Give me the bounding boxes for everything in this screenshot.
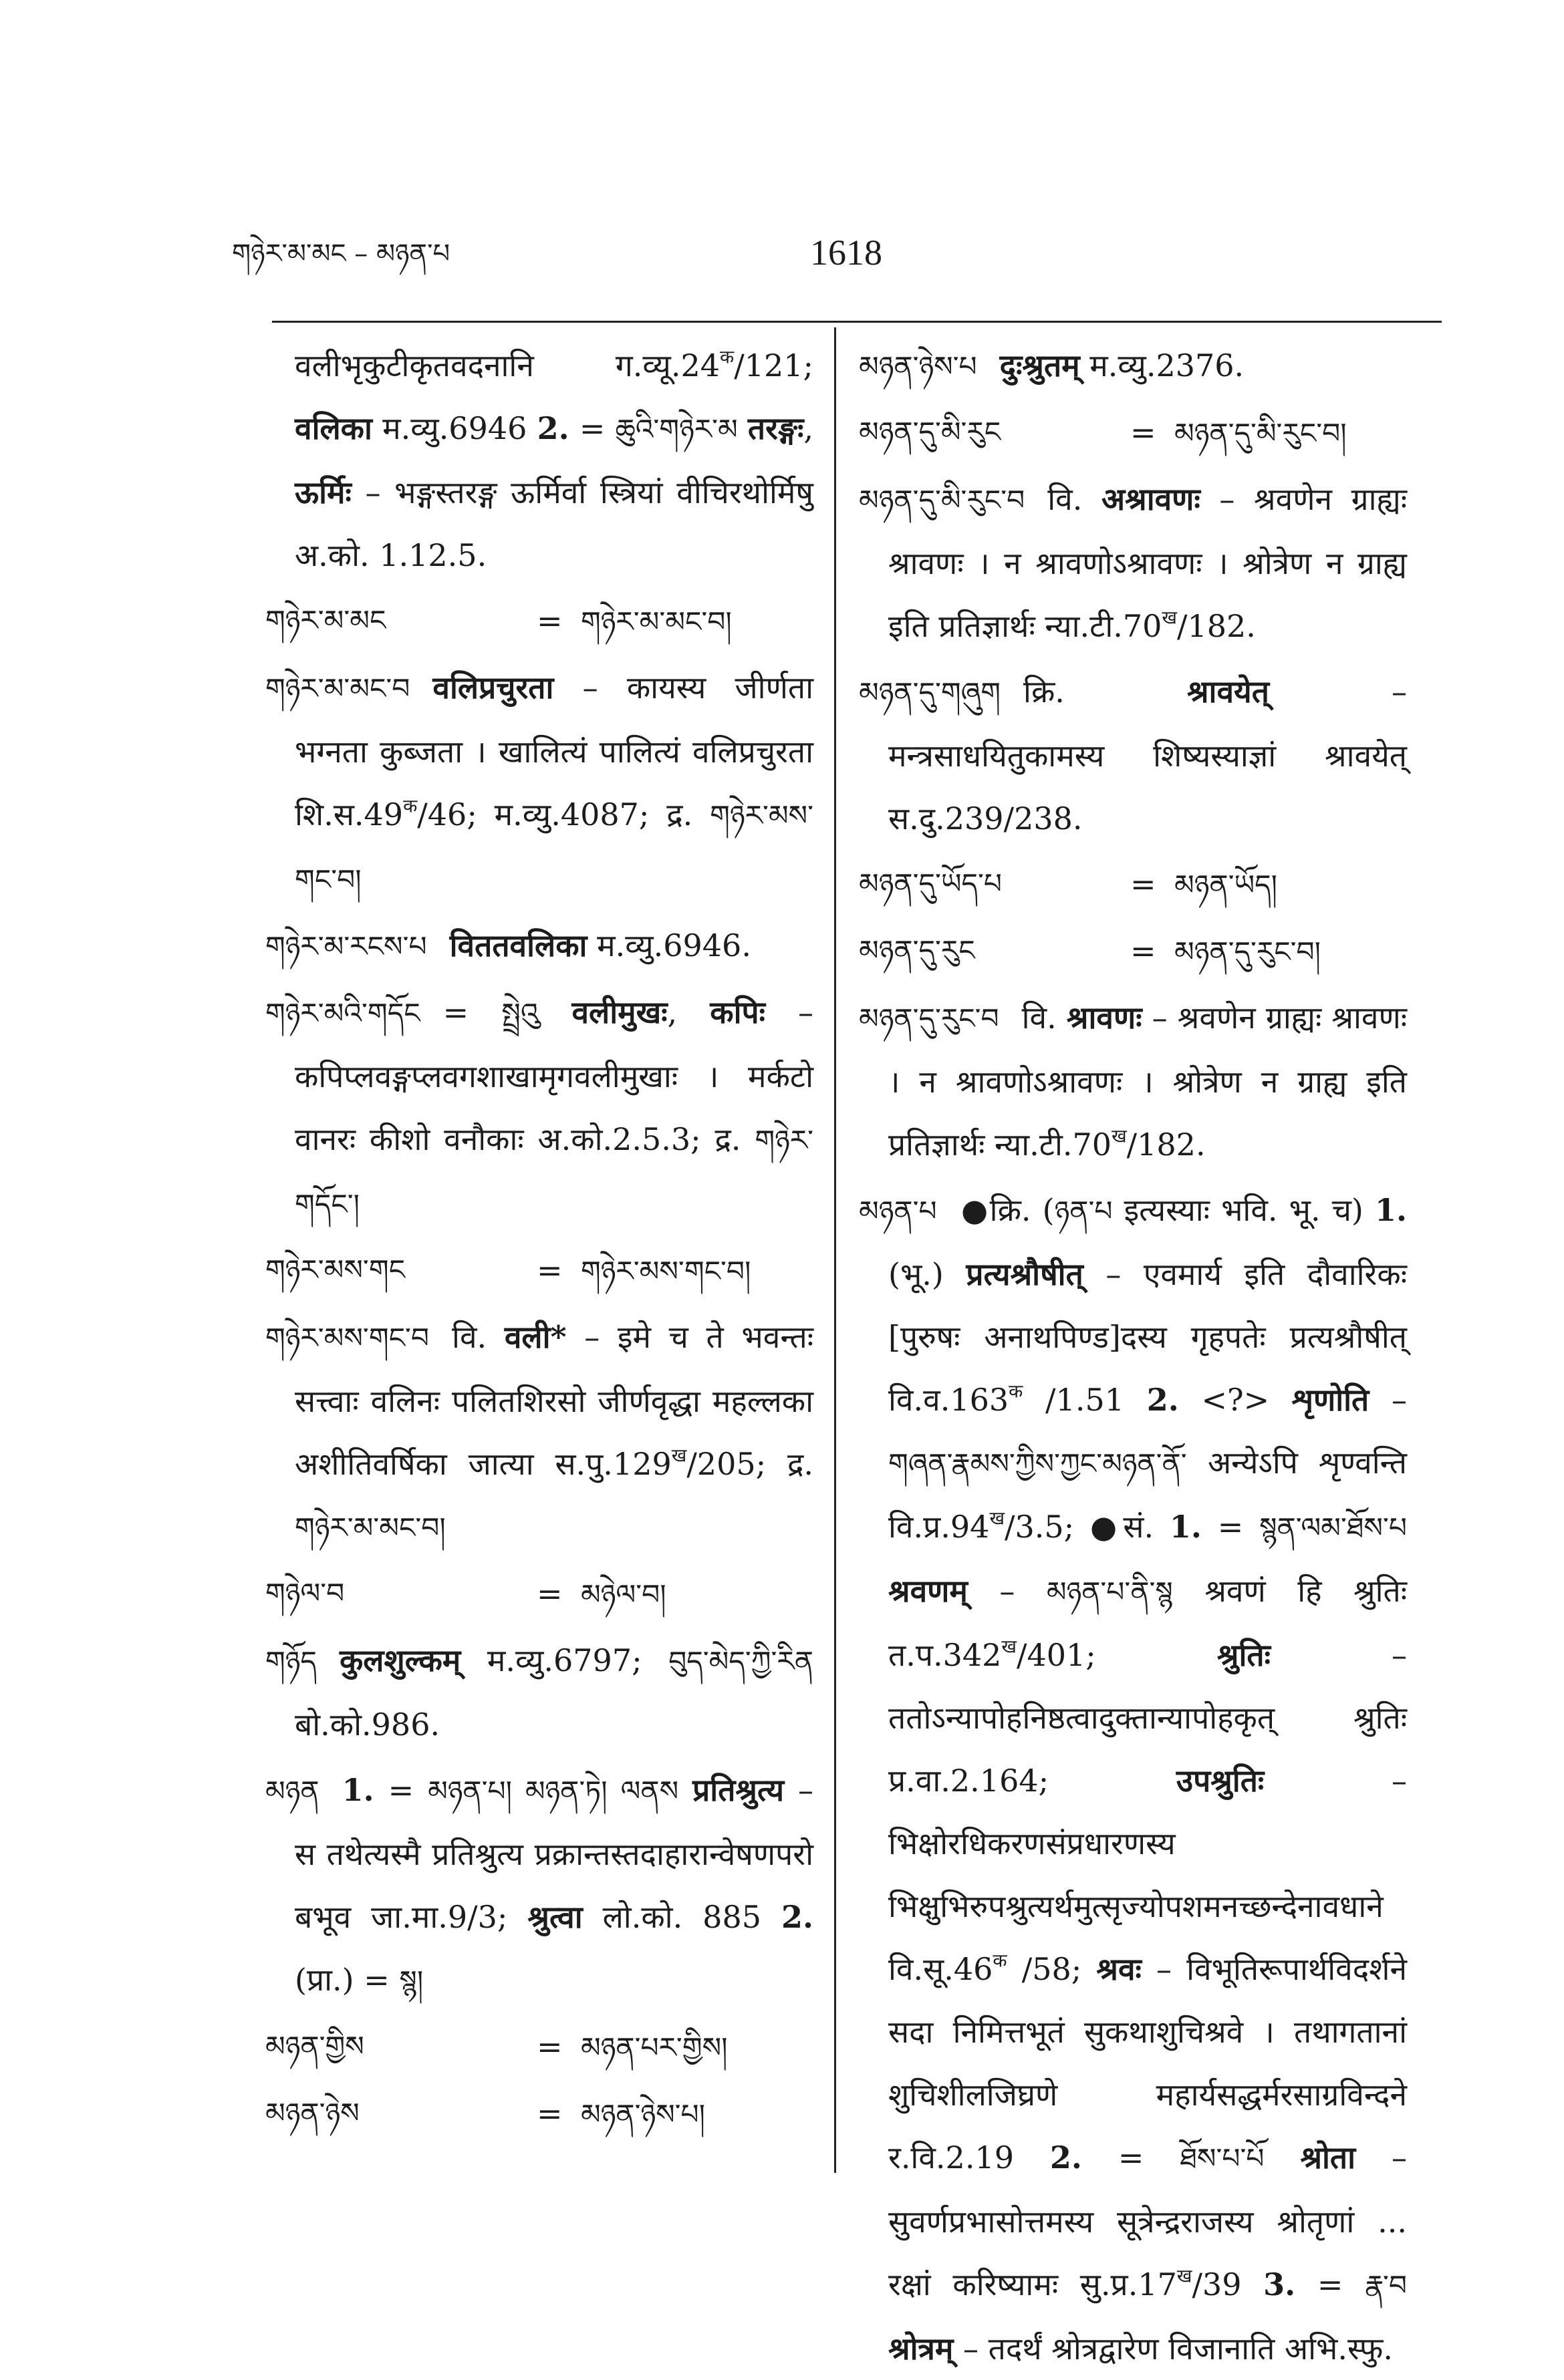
headword: གཉོད — [265, 1645, 317, 1678]
dictionary-entry — [265, 981, 813, 1236]
sanskrit-text: ●क्रि. ( — [959, 1192, 1055, 1228]
sanskrit-equivalent: प्रतिश्रुत्य — [692, 1772, 785, 1808]
sanskrit-text: अन्येऽपि शृण्वन्ति वि.प्र.94 — [888, 1445, 1407, 1545]
tibetan-text: གཉེར་གདོང་། — [295, 1124, 813, 1221]
sanskrit-text: – इमे च ते भवन्तः सत्त्वाः वलिनः पलितशिरसो जीर्णवृद्धा महल्लका अशीतिवर्षिका जात्या स.पु.129 — [295, 1319, 813, 1482]
sanskrit-text: इत्यस्याः भवि. भू. च) — [1112, 1192, 1375, 1228]
sanskrit-text: वि. — [1021, 1000, 1067, 1036]
sanskrit-equivalent: वलिका — [295, 410, 372, 446]
tibetan-text: སྙན་ལམ་ཐོས་པ — [1259, 1511, 1407, 1544]
cross-reference-sign: = — [537, 603, 563, 639]
sanskrit-equivalent: अश्रावणः — [1101, 481, 1200, 517]
headword: མཉན་གྱིས — [265, 2030, 364, 2063]
sanskrit-text: – मन्त्रसाधयितुकामस्य शिष्यस्याज्ञां श्रावयेत् स.दु.239/238. — [888, 674, 1407, 837]
headword: གཉེར་མས་གང — [265, 1253, 406, 1286]
headword: མཉན་དུ་ཡོད་པ — [859, 867, 1003, 900]
sanskrit-text: /58; — [1007, 1951, 1097, 1987]
sanskrit-text — [738, 410, 748, 446]
sanskrit-text: – — [1369, 1382, 1407, 1418]
dictionary-entry — [265, 1562, 813, 1626]
sense-number: 2. — [1049, 2139, 1082, 2176]
dictionary-entry — [859, 401, 1407, 465]
sanskrit-text — [678, 1772, 692, 1808]
dictionary-entry — [265, 1759, 813, 2013]
headword: གཉེར་མ་མང་བ — [265, 672, 410, 705]
folio-side: क — [1009, 1380, 1023, 1402]
sanskrit-text: – भिक्षोरधिकरणसंप्रधारणस्य भिक्षुभिरुपश्रुत्यर्थमुत्सृज्योपशमनच्छन्देनावधाने वि.सू.46 — [888, 1763, 1407, 1987]
cross-reference-target: མཉན་དུ་མི་རུང་བ། — [1174, 417, 1347, 450]
sanskrit-text: – कायस्य जीर्णता भग्नता कुब्जता । खालित्यं पालित्यं वलिप्रचुरता शि.स.49 — [295, 670, 813, 833]
sanskrit-text: /205; द्र. — [686, 1446, 813, 1482]
sanskrit-equivalent: श्रवणम् — [888, 1573, 968, 1609]
sanskrit-equivalent: कपिः — [710, 994, 765, 1030]
sanskrit-equivalent: श्रुत्वा — [527, 1899, 583, 1935]
dictionary-entry — [265, 1629, 813, 1756]
sanskrit-equivalent: ऊर्मिः — [295, 474, 352, 510]
sanskrit-text: – विभूतिरूपार्थविदर्शने सदा निमित्तभूतं सुकथाशुचिश्रवे । तथागतानां शुचिशीलजिघ्रणे महार्यसद्धर्मरसाग्रविन्दने र.वि.2.19 — [888, 1951, 1407, 2176]
sanskrit-equivalent: श्रावणः — [1066, 1000, 1142, 1036]
tibetan-text: ཉན་པ — [1054, 1195, 1113, 1227]
cross-reference-target: གཉེར་མས་གང་བ། — [581, 1255, 751, 1288]
sanskrit-equivalent: श्रोता — [1300, 2139, 1356, 2176]
dictionary-entry — [265, 656, 813, 911]
folio-side: क — [720, 345, 735, 368]
cross-reference-sign: = — [537, 1252, 563, 1288]
sanskrit-text: = — [1081, 2139, 1180, 2176]
tibetan-text: གཉེར་མས་གང་བ། — [295, 799, 813, 896]
sanskrit-text: म.व्यु.6946 — [372, 410, 537, 446]
cross-reference-sign: = — [1130, 866, 1156, 902]
sanskrit-equivalent: श्रवः — [1096, 1951, 1142, 1987]
cross-reference-target: མཉན་ཡོད། — [1174, 869, 1278, 901]
cross-reference-target: མཉན་ཉེས་པ། — [581, 2098, 706, 2131]
sanskrit-text: /401; — [1016, 1637, 1217, 1673]
sanskrit-equivalent: विततवलिका — [449, 927, 588, 963]
sanskrit-equivalent: श्रावयेत् — [1186, 674, 1269, 710]
sanskrit-text: (प्रा.) = — [295, 1962, 400, 1998]
sanskrit-text: – श्रवणेन ग्राह्यः श्रावणः । न श्रावणोऽश्रावणः । श्रोत्रेण न ग्राह्य इति प्रतिज्ञार्थः न्या.टी.70 — [888, 1000, 1407, 1163]
cross-reference-sign: = — [1130, 933, 1156, 969]
sense-number: 1. — [1169, 1509, 1202, 1545]
folio-side: ख — [1176, 2264, 1192, 2287]
sanskrit-text: /46; म.व्यु.4087; द्र. — [417, 796, 710, 833]
headword: མཉན་དུ་གཞུག — [859, 676, 1001, 709]
sanskrit-text: म.व्यु.2376. — [1079, 347, 1245, 384]
right-column — [859, 334, 1407, 2367]
cross-reference-target: མཉེལ་བ། — [581, 1578, 666, 1611]
sanskrit-equivalent: उपश्रुतिः — [1176, 1763, 1265, 1799]
sanskrit-equivalent: श्रोत्रम् — [888, 2331, 954, 2367]
sense-number: 2. — [781, 1899, 813, 1935]
dictionary-entry — [265, 2082, 813, 2146]
sanskrit-equivalent: शृणोति — [1291, 1382, 1370, 1418]
sanskrit-text: , — [667, 994, 710, 1030]
sanskrit-text: /121; — [734, 347, 813, 384]
headword: གཉེལ་བ — [265, 1577, 345, 1610]
dictionary-entry — [859, 334, 1407, 398]
headword: མཉན་ཉེས — [265, 2097, 360, 2129]
headword: མཉན་དུ་རུང — [859, 934, 975, 967]
folio-side: ख — [1162, 606, 1177, 629]
column-divider — [834, 327, 836, 2173]
tibetan-text: བུད་མེད་ཀྱི་རིན — [668, 1645, 813, 1678]
sanskrit-equivalent: तरङ्गः — [747, 410, 804, 446]
folio-side: क — [993, 1949, 1007, 1972]
tibetan-text: སྤྲེའུ — [501, 997, 539, 1030]
page-number: 1618 — [810, 233, 882, 273]
sanskrit-text: (भू.) — [888, 1256, 966, 1292]
tibetan-text: ཐོས་པ་པོ — [1180, 2142, 1265, 2175]
sanskrit-text: क्रि. — [1023, 674, 1187, 710]
sense-number: 1. — [342, 1772, 374, 1808]
sanskrit-text: = — [442, 994, 502, 1030]
sanskrit-equivalent: कुलशुल्कम् — [339, 1642, 461, 1678]
tibetan-text: ཆུའི་གཉེར་མ — [615, 413, 738, 446]
dictionary-entry — [859, 986, 1407, 1176]
sense-number: 2. — [537, 410, 569, 446]
tibetan-text: སྙ། — [399, 1964, 424, 1997]
sanskrit-text: – कपिप्लवङ्गप्लवगशाखामृगवलीमुखाः । मर्कटो वानरः कीशो वनौकाः अ.को.2.5.3; द्र. — [295, 994, 814, 1157]
headword: མཉན — [265, 1775, 319, 1807]
tibetan-text: མཉན་པ། མཉན་ཏེ། ལནས — [428, 1775, 679, 1807]
headword: མཉན་དུ་རུང་བ — [859, 1002, 999, 1035]
sanskrit-text: – भङ्गस्तरङ्ग ऊर्मिर्वा स्त्रियां वीचिरथोर्मिषु अ.को. 1.12.5. — [295, 474, 813, 573]
sanskrit-text: म.व्यु.6797; — [461, 1642, 669, 1678]
sanskrit-text: /182. — [1126, 1127, 1206, 1163]
header-rule — [272, 321, 1442, 323]
sanskrit-text: – श्रवणेन ग्राह्यः श्रावणः । न श्रावणोऽश्रावणः । श्रोत्रेण न ग्राह्य इति प्रतिज्ञार्थः न्या.टी.70 — [888, 481, 1407, 644]
folio-side: ख — [1112, 1125, 1127, 1147]
sanskrit-text: <?> — [1178, 1382, 1292, 1418]
sanskrit-text: = — [374, 1772, 428, 1808]
sanskrit-equivalent: वलिप्रचुरता — [432, 670, 554, 706]
dictionary-entry — [859, 468, 1407, 657]
sense-number: 2. — [1146, 1382, 1179, 1418]
cross-reference-target: མཉན་པར་གྱིས། — [581, 2031, 728, 2064]
sanskrit-text: , — [803, 410, 813, 446]
cross-reference-sign: = — [537, 2095, 563, 2131]
sanskrit-text: – स तथेत्यस्मै प्रतिश्रुत्य प्रक्रान्तस्तदाहारान्वेषणपरो बभूव जा.मा.9/3; — [295, 1772, 813, 1935]
tibetan-text: གཞན་རྣམས་ཀྱིས་ཀྱང་མཉན་ནོ་ — [888, 1447, 1187, 1480]
cross-reference-target: མཉན་དུ་རུང་བ། — [1174, 935, 1321, 968]
dictionary-entry — [859, 919, 1407, 984]
sanskrit-text: /39 — [1192, 2266, 1264, 2302]
running-head: གཉེར་མ་མང – མཉན་པ — [232, 239, 450, 269]
sanskrit-text: /182. — [1176, 608, 1256, 644]
sanskrit-text: /3.5; ●सं. — [1005, 1509, 1170, 1545]
sanskrit-text: – तदर्थं श्रोत्रद्वारेण विजानाति अभि.स्फु. — [953, 2331, 1393, 2367]
tibetan-text: གཉེར་མ་མང་བ། — [295, 1511, 446, 1544]
cross-reference-sign: = — [537, 1576, 563, 1612]
sanskrit-equivalent: श्रुतिः — [1216, 1637, 1271, 1673]
sanskrit-text — [1265, 2139, 1301, 2176]
sanskrit-equivalent: वलीमुखः — [571, 994, 668, 1030]
sanskrit-text: वि. — [1047, 481, 1101, 517]
sanskrit-equivalent: प्रत्यश्रौषीत् — [966, 1256, 1083, 1292]
headword: མཉན་ཉེས་པ — [859, 350, 977, 383]
sanskrit-equivalent: वली* — [504, 1319, 567, 1355]
dictionary-entry — [265, 589, 813, 653]
dictionary-entry — [859, 660, 1407, 850]
cross-reference-target: གཉེར་མ་མང་བ། — [581, 605, 732, 638]
headword: མཉན་དུ་མི་རུང — [859, 416, 1001, 448]
cross-reference-sign: = — [537, 2029, 563, 2065]
dictionary-entry — [265, 2015, 813, 2079]
sanskrit-text: – सुवर्णप्रभासोत्तमस्य सूत्रेन्द्रराजस्य श्रोतृणां ... रक्षां करिष्यामः सु.प्र.17 — [888, 2139, 1407, 2302]
headword: མཉན་པ — [859, 1195, 937, 1227]
sanskrit-text: श्रवणं हि श्रुतिः त.प.342 — [888, 1573, 1407, 1673]
sanskrit-text: = — [1295, 2266, 1365, 2302]
sanskrit-text: लो.को. 885 — [582, 1899, 781, 1935]
sanskrit-text: – — [967, 1573, 1047, 1609]
dictionary-entry — [859, 1179, 1407, 2380]
dictionary-entry — [265, 914, 813, 978]
headword: མཉན་དུ་མི་རུང་བ — [859, 484, 1025, 516]
dictionary-entry — [265, 1239, 813, 1303]
sanskrit-text: वलीभृकुटीकृतवदनानि ग.व्यू.24 — [295, 347, 720, 384]
entry-continuation — [265, 334, 813, 587]
dictionary-entry — [859, 853, 1407, 917]
headword: གཉེར་མ་མང — [265, 604, 386, 637]
headword: གཉེར་མས་གང་བ — [265, 1322, 430, 1354]
headword: གཉེར་མའི་གདོང — [265, 997, 420, 1030]
sanskrit-text: बो.को.986. — [295, 1706, 440, 1743]
sanskrit-text: – एवमार्य इति दौवारिकः [पुरुषः अनाथपिण्ड]दस्य गृहपतेः प्रत्यश्रौषीत् वि.व.163 — [888, 1256, 1407, 1418]
tibetan-text: མཉན་པ་ནི་སྙ — [1046, 1576, 1173, 1608]
sanskrit-equivalent: दुःश्रुतम् — [999, 347, 1080, 384]
folio-side: क — [403, 794, 418, 817]
cross-reference-sign: = — [1130, 414, 1156, 450]
folio-side: ख — [671, 1444, 687, 1467]
sense-number: 1. — [1374, 1192, 1407, 1228]
dictionary-entry — [265, 1306, 813, 1559]
sanskrit-text: म.व्यु.6946. — [587, 927, 751, 963]
sanskrit-text: वि. — [452, 1319, 505, 1355]
sanskrit-text: /1.51 — [1023, 1382, 1147, 1418]
folio-side: ख — [1001, 1635, 1017, 1658]
sanskrit-text: = — [569, 410, 616, 446]
headword: གཉེར་མ་རངས་པ — [265, 930, 427, 963]
sanskrit-text — [539, 994, 571, 1030]
tibetan-text: རྣ་བ — [1365, 2269, 1407, 2302]
sanskrit-text: – ततोऽन्यापोहनिष्ठत्वादुक्तान्यापोहकृत् श्रुतिः प्र.वा.2.164; — [888, 1637, 1407, 1799]
sense-number: 3. — [1263, 2266, 1296, 2302]
left-column — [265, 334, 813, 2178]
sanskrit-text: = — [1201, 1509, 1260, 1545]
folio-side: ख — [989, 1507, 1005, 1529]
